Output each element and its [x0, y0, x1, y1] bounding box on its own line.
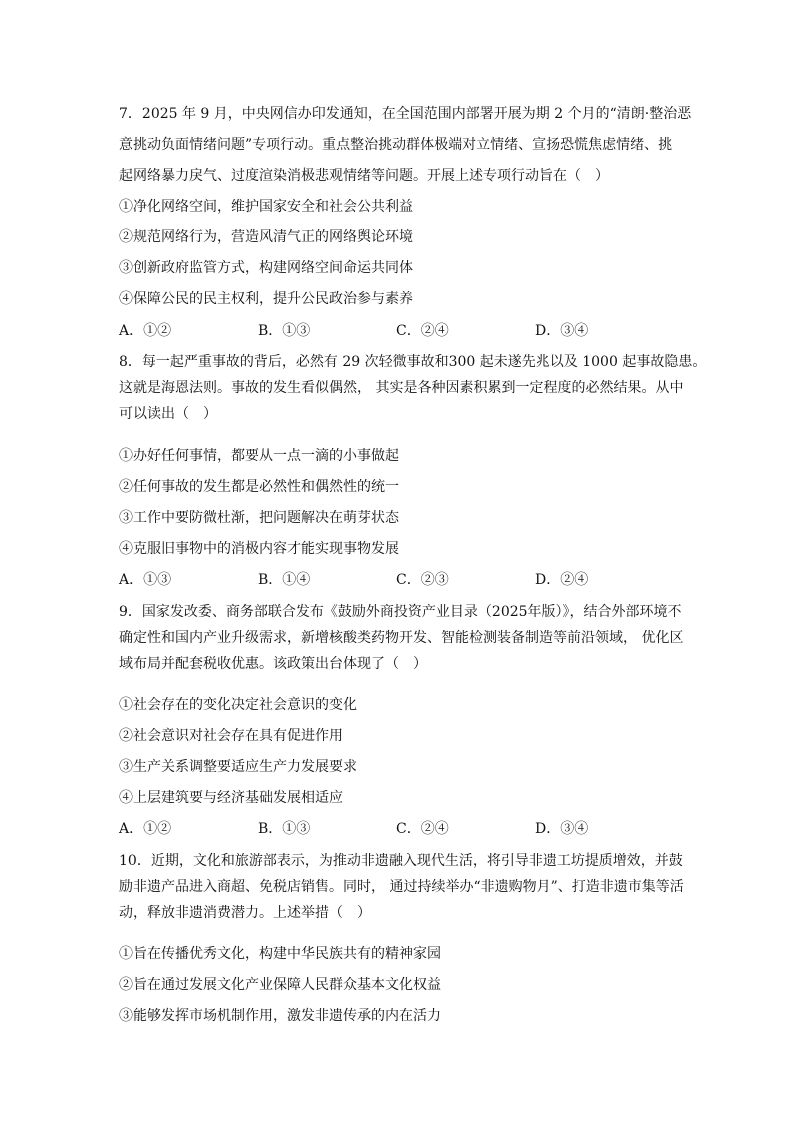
- q9-stem-line-1: 9．国家发改委、商务部联合发布《鼓励外商投资产业目录（2025年版）》，结合外部环境不: [119, 604, 682, 620]
- q10-statement-2: ②旨在通过发展文化产业保障人民群众基本文化权益: [119, 977, 441, 993]
- q7-option-d: D．③④: [535, 323, 589, 339]
- q8-statement-4: ④克服旧事物中的消极内容才能实现事物发展: [119, 541, 399, 557]
- q7-statement-1: ①净化网络空间，维护国家安全和社会公共利益: [119, 199, 413, 215]
- q10-stem-line-1: 10．近期，文化和旅游部表示，为推动非遗融入现代生活，将引导非遗工坊提质增效，并鼓: [119, 853, 683, 869]
- q10-statement-3: ③能够发挥市场机制作用，激发非遗传承的内在活力: [119, 1008, 441, 1024]
- q10-stem-line-3: 动，释放非遗消费潜力。上述举措（ ）: [119, 905, 371, 921]
- q8-stem-line-2: 这就是海恩法则。事故的发生看似偶然， 其实是各种因素积累到一定程度的必然结果。从中: [119, 380, 684, 396]
- q9-statement-3: ③生产关系调整要适应生产力发展要求: [119, 759, 357, 775]
- q9-option-c: C．②④: [396, 821, 449, 837]
- q9-option-b: B．①③: [258, 821, 311, 837]
- q9-stem-line-3: 域布局并配套税收优惠。该政策出台体现了（ ）: [119, 656, 427, 672]
- q8-option-d: D．②④: [535, 572, 589, 588]
- q9-stem-line-2: 确定性和国内产业升级需求，新增核酸类药物开发、智能检测装备制造等前沿领域， 优化区: [119, 630, 684, 646]
- q9-statement-1: ①社会存在的变化决定社会意识的变化: [119, 697, 357, 713]
- q8-statement-3: ③工作中要防微杜渐，把问题解决在萌芽状态: [119, 510, 399, 526]
- q8-statement-1: ①办好任何事情，都要从一点一滴的小事做起: [119, 448, 399, 464]
- q9-option-d: D．③④: [535, 821, 589, 837]
- q8-stem-line-3: 可以读出（ ）: [119, 406, 217, 422]
- q7-statement-2: ②规范网络行为，营造风清气正的网络舆论环境: [119, 229, 413, 245]
- q7-option-b: B．①③: [258, 323, 311, 339]
- q7-stem-line-2: 意挑动负面情绪问题”专项行动。重点整治挑动群体极端对立情绪、宣扬恐慌焦虑情绪、挑: [119, 137, 673, 153]
- q7-option-c: C．②④: [396, 323, 449, 339]
- q7-stem-line-1: 7．2025 年 9 月，中央网信办印发通知，在全国范围内部署开展为期 2 个月的“清朗·整治恶: [119, 106, 692, 122]
- q7-statement-3: ③创新政府监管方式，构建网络空间命运共同体: [119, 260, 413, 276]
- q7-statement-4: ④保障公民的民主权利，提升公民政治参与素养: [119, 291, 413, 307]
- q8-statement-2: ②任何事故的发生都是必然性和偶然性的统一: [119, 479, 399, 495]
- q10-stem-line-2: 励非遗产品进入商超、免税店销售。同时， 通过持续举办“非遗购物月”、打造非遗市集等活: [119, 879, 684, 895]
- q8-stem-line-1: 8．每一起严重事故的背后，必然有 29 次轻微事故和300 起未遂先兆以及 1000 起事故隐患。: [119, 354, 707, 370]
- q9-statement-4: ④上层建筑要与经济基础发展相适应: [119, 790, 343, 806]
- q9-option-a: A．①②: [119, 821, 172, 837]
- q9-statement-2: ②社会意识对社会存在具有促进作用: [119, 728, 343, 744]
- q10-statement-1: ①旨在传播优秀文化，构建中华民族共有的精神家园: [119, 946, 441, 962]
- q8-option-b: B．①④: [258, 572, 311, 588]
- q7-option-a: A．①②: [119, 323, 172, 339]
- q8-option-a: A．①③: [119, 572, 172, 588]
- q7-stem-line-3: 起网络暴力戾气、过度渲染消极悲观情绪等问题。开展上述专项行动旨在（ ）: [119, 168, 609, 184]
- q8-option-c: C．②③: [396, 572, 449, 588]
